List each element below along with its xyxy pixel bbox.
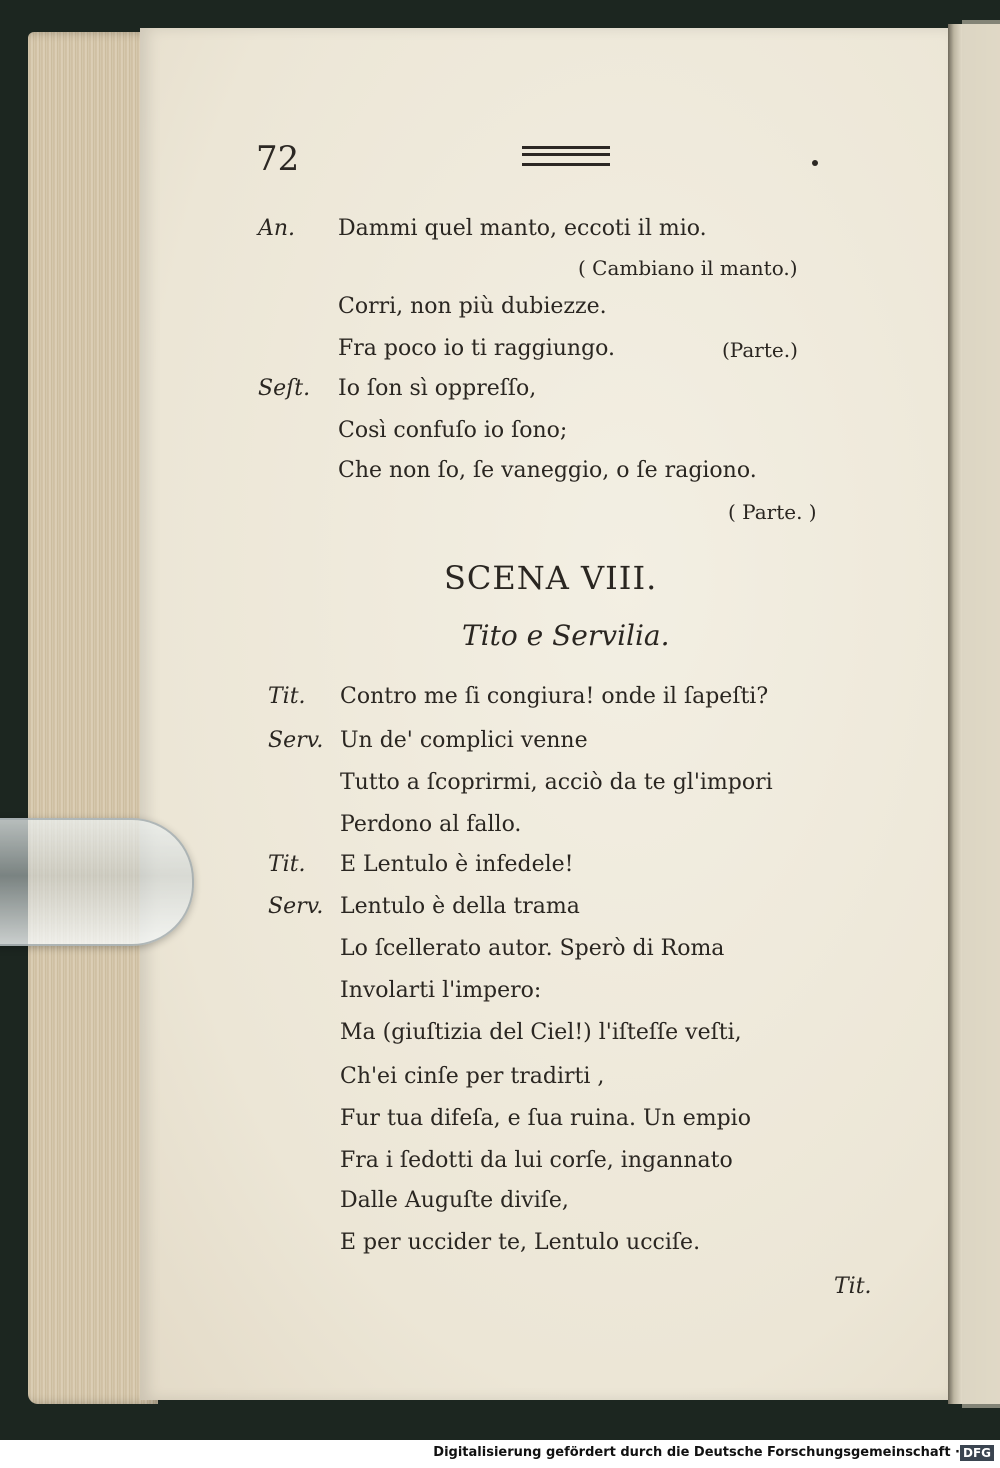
- page-edges: [28, 32, 158, 1404]
- verse-line: Fra poco io ti raggiungo.: [338, 336, 616, 361]
- verse-line: Fur tua difeſa, e ſua ruina. Un empio: [340, 1106, 751, 1131]
- verse-line: Dalle Auguſte diviſe,: [340, 1188, 569, 1213]
- verse-line: Lentulo è della trama: [340, 894, 580, 919]
- verse-line: Ch'ei cinſe per tradirti ,: [340, 1064, 605, 1089]
- scene-title: SCENA VIII.: [444, 559, 658, 597]
- footer-bar: [0, 1440, 1000, 1468]
- verse-line: Un de' complici venne: [340, 728, 588, 753]
- verse-line: Dammi quel manto, eccoti il mio.: [338, 216, 707, 241]
- verse-line: Corri, non più dubiezze.: [338, 294, 607, 319]
- verse-line: Io ſon sì oppreſſo,: [338, 376, 537, 401]
- stage-direction: ( Cambiano il manto.): [578, 256, 798, 280]
- speaker-label: An.: [258, 216, 296, 241]
- catchword: Tit.: [834, 1274, 872, 1299]
- verse-line: Lo ſcellerato autor. Sperò di Roma: [340, 936, 725, 961]
- speaker-label: Seſt.: [258, 376, 311, 401]
- dfg-logo: DFG: [960, 1445, 994, 1461]
- funding-credit: Digitalisierung gefördert durch die Deutsche Forschungsgemeinschaft ·: [433, 1445, 960, 1460]
- stage-direction: ( Parte. ): [728, 500, 817, 524]
- speaker-label: Serv.: [268, 894, 324, 919]
- page-number: 72: [256, 139, 300, 179]
- scene-characters: Tito e Servilia.: [462, 619, 670, 652]
- facing-page-shadow: [962, 20, 1000, 1408]
- verse-line: Così confuſo io ſono;: [338, 418, 568, 443]
- verse-line: Perdono al fallo.: [340, 812, 522, 837]
- speaker-label: Tit.: [268, 684, 306, 709]
- header-ornament-rule: [522, 146, 610, 166]
- verse-line: E per uccider te, Lentulo ucciſe.: [340, 1230, 701, 1255]
- verse-line: Involarti l'impero:: [340, 978, 542, 1003]
- header-dot: [812, 160, 818, 166]
- speaker-label: Serv.: [268, 728, 324, 753]
- stage-direction: (Parte.): [722, 338, 798, 362]
- verse-line: E Lentulo è infedele!: [340, 852, 574, 877]
- verse-line: Contro me ſi congiura! onde il ſapeſti?: [340, 684, 769, 709]
- verse-line: Che non ſo, ſe vaneggio, o ſe ragiono.: [338, 458, 757, 483]
- verse-line: Ma (giuſtizia del Ciel!) l'iſteſſe veſti,: [340, 1020, 742, 1045]
- page-holder-clip: [0, 818, 194, 946]
- verse-line: Fra i ſedotti da lui corſe, ingannato: [340, 1148, 733, 1173]
- verse-line: Tutto a ſcoprirmi, acciò da te gl'impori: [340, 770, 773, 795]
- speaker-label: Tit.: [268, 852, 306, 877]
